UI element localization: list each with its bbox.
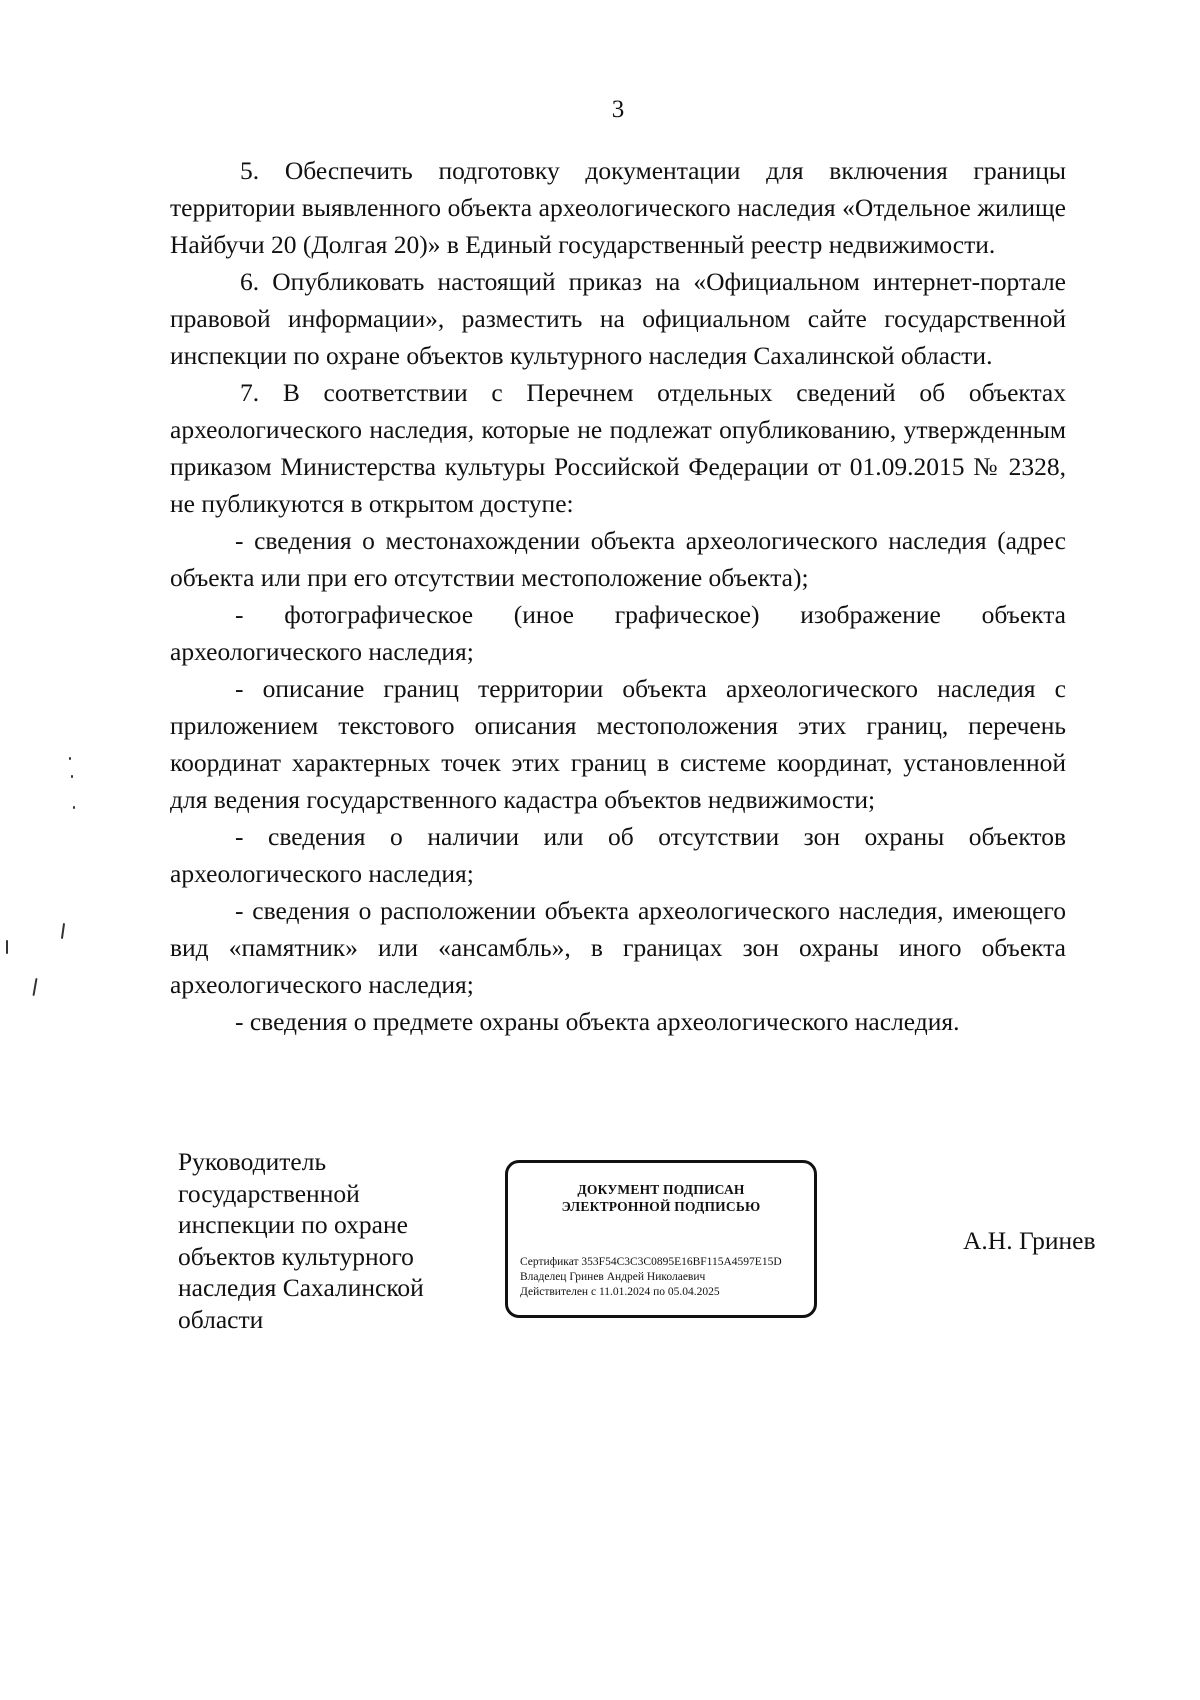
stamp-details [520, 1255, 812, 1300]
document-body [170, 152, 1066, 1040]
signer-position-line: Руководитель [178, 1147, 327, 1176]
signer-position [178, 1146, 478, 1335]
electronic-signature-stamp [505, 1160, 817, 1318]
list-item: - сведения о местонахождении объекта археологического наследия (адрес объекта или при его отсутствии местоположение объекта); [170, 526, 1066, 592]
signer-name: А.Н. Гринев [963, 1226, 1096, 1255]
signer-position-line: области [178, 1304, 264, 1334]
stamp-certificate: Сертификат 353F54C3C3C0895E16BF115A4597E15D [520, 1256, 782, 1268]
signer-position-line: объектов культурного [178, 1241, 414, 1271]
signer-position-line: наследия Сахалинской [178, 1273, 424, 1302]
signer-position-line: государственной [178, 1178, 360, 1208]
scan-artifact [69, 757, 71, 760]
stamp-title-line: ЭЛЕКТРОННОЙ ПОДПИСЬЮ [561, 1199, 761, 1214]
scan-artifact [61, 923, 65, 939]
page-number: 3 [611, 96, 625, 123]
scan-artifact [6, 940, 8, 954]
list-item: - сведения о предмете охраны объекта археологического наследия. [235, 1007, 960, 1036]
stamp-title-line: ДОКУМЕНТ ПОДПИСАН [577, 1182, 745, 1197]
signer-position-line: инспекции по охране [178, 1210, 408, 1239]
scan-artifact [73, 806, 75, 809]
paragraph-5: 5. Обеспечить подготовку документации для включения границы территории выявленного объекта археологического наследия «Отдельное жилище Найбучи 20 (Долгая 20)» в Единый государственный реестр недвижимости. [170, 156, 1066, 259]
list-item: - фотографическое (иное графическое) изображение объекта археологического наследия; [170, 600, 1066, 666]
paragraph-7: 7. В соответствии с Перечнем отдельных сведений об объектах археологического наследия, которые не подлежат опубликованию, утвержденным приказом Министерства культуры Российской Федерации от 01.09.2015 № 2328, не публикуются в открытом доступе: [170, 378, 1066, 518]
stamp-validity: Действителен с 11.01.2024 по 05.04.2025 [520, 1286, 720, 1298]
stamp-owner: Владелец Гринев Андрей Николаевич [520, 1271, 706, 1283]
scan-artifact [32, 978, 37, 996]
stamp-title [508, 1181, 814, 1215]
paragraph-6: 6. Опубликовать настоящий приказ на «Официальном интернет-портале правовой информации», разместить на официальном сайте государственной инспекции по охране объектов культурного наследия Сахалинской области. [170, 267, 1066, 370]
list-item: - описание границ территории объекта археологического наследия с приложением текстового описания местоположения этих границ, перечень координат характерных точек этих границ в системе координат, установленной для ведения государственного кадастра объектов недвижимости; [170, 674, 1066, 814]
scan-artifact [71, 775, 73, 778]
list-item: - сведения о наличии или об отсутствии зон охраны объектов археологического наследия; [170, 822, 1066, 888]
list-item: - сведения о расположении объекта археологического наследия, имеющего вид «памятник» или «ансамбль», в границах зон охраны иного объекта археологического наследия; [170, 896, 1066, 999]
